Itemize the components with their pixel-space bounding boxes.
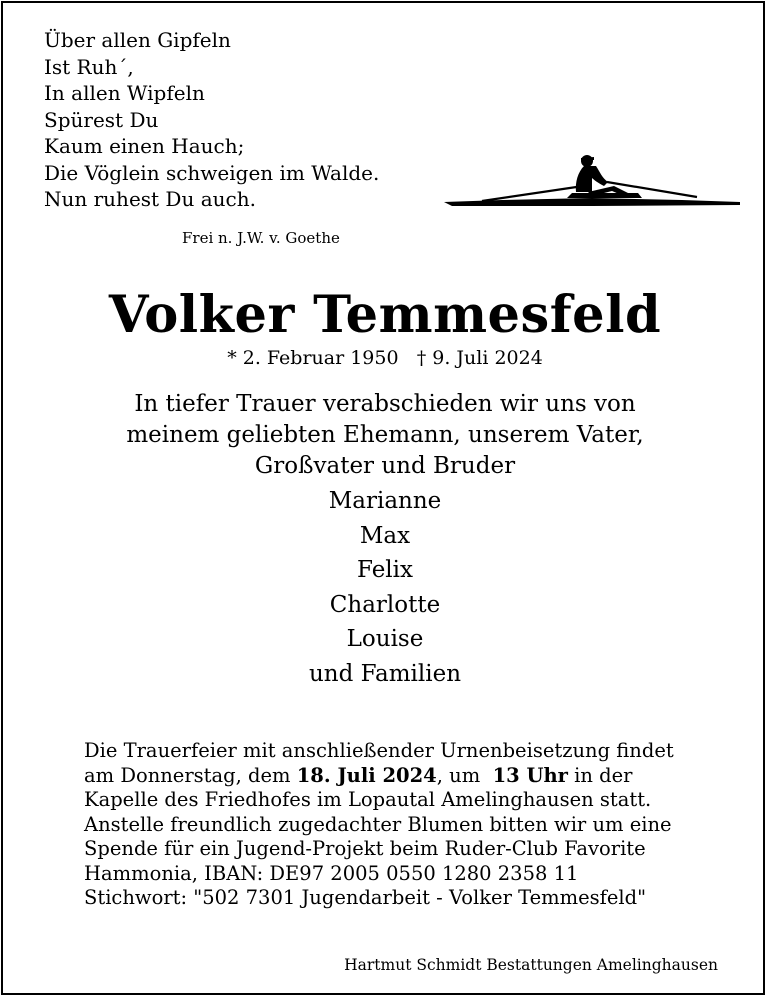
- rowing-sculler-icon: [442, 152, 742, 210]
- info-text: in der: [567, 763, 633, 787]
- poem-line: In allen Wipfeln: [44, 81, 205, 105]
- death-date: † 9. Juli 2024: [416, 347, 543, 369]
- funeral-time: 13 Uhr: [492, 763, 568, 787]
- poem-line: Die Vöglein schweigen im Walde.: [44, 160, 380, 185]
- poem-line: Nun ruhest Du auch.: [44, 187, 256, 211]
- mourner-name: Felix: [357, 557, 413, 583]
- poem-credit: Frei n. J.W. v. Goethe: [182, 229, 340, 247]
- info-line: Anstelle freundlich zugedachter Blumen bitten wir um eine: [84, 812, 672, 836]
- info-line: [84, 764, 674, 789]
- deceased-name: Volker Temmesfeld: [108, 285, 662, 345]
- mourner-list: [0, 484, 770, 691]
- birth-date: * 2. Februar 1950: [227, 347, 399, 369]
- mourner-name: und Familien: [308, 660, 462, 687]
- funeral-date: 18. Juli 2024: [296, 763, 437, 787]
- info-text: , um: [436, 763, 493, 787]
- poem-line: Kaum einen Hauch;: [44, 134, 245, 158]
- info-text: am Donnerstag, dem: [84, 763, 297, 787]
- mourner-name: Louise: [346, 626, 424, 652]
- undertaker-credit: Hartmut Schmidt Bestattungen Amelinghausen: [344, 956, 718, 974]
- poem-line: Ist Ruh´,: [44, 54, 134, 79]
- info-line: Spende für ein Jugend-Projekt beim Ruder-Club Favorite: [84, 837, 646, 860]
- poem-line: Spürest Du: [44, 107, 159, 132]
- intro-line: meinem geliebten Ehemann, unserem Vater,: [126, 422, 644, 448]
- info-line: Kapelle des Friedhofes im Lopautal Amelinghausen statt.: [84, 788, 652, 811]
- intro-line: Großvater und Bruder: [254, 453, 516, 479]
- mourner-name: Max: [359, 522, 411, 549]
- info-line: Die Trauerfeier mit anschließender Urnenbeisetzung findet: [84, 739, 674, 762]
- info-line: Hammonia, IBAN: DE97 2005 0550 1280 2358 11: [84, 861, 579, 885]
- mourner-name: Marianne: [328, 488, 442, 514]
- info-line: Stichwort: "502 7301 Jugendarbeit - Volker Temmesfeld": [84, 886, 647, 909]
- poem-line: Über allen Gipfeln: [44, 28, 231, 52]
- mourning-intro: [0, 389, 770, 482]
- life-dates: [0, 347, 770, 369]
- poem: [44, 27, 379, 213]
- funeral-info: [84, 739, 674, 911]
- mourner-name: Charlotte: [329, 591, 441, 618]
- intro-line: In tiefer Trauer verabschieden wir uns von: [134, 391, 636, 417]
